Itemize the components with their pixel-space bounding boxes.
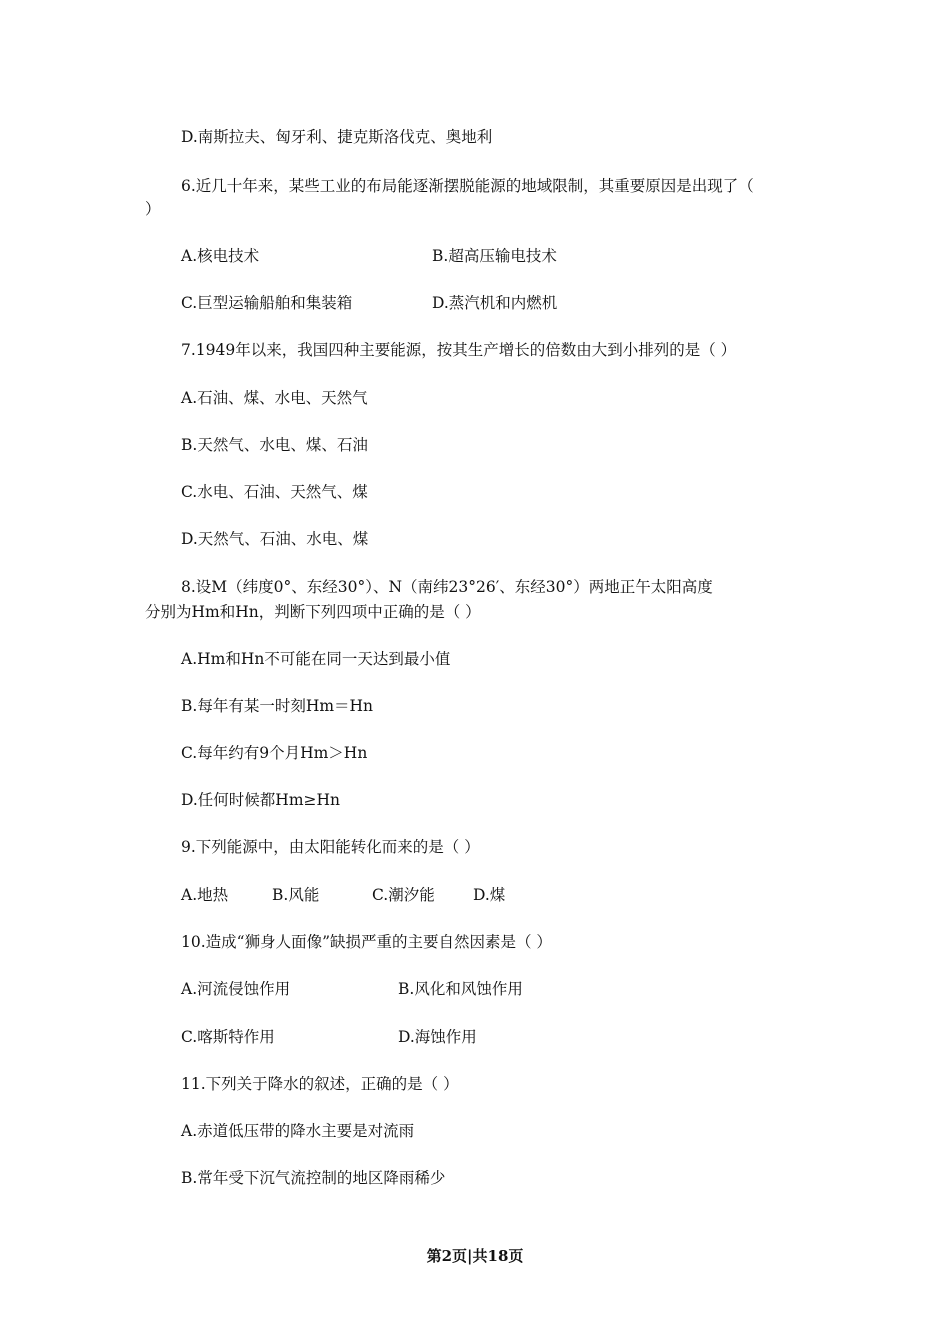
q7-option-a: A.石油、煤、水电、天然气 xyxy=(181,389,368,407)
q8-option-a: A.Hm和Hn不可能在同一天达到最小值 xyxy=(181,650,451,668)
q11-option-b: B.常年受下沉气流控制的地区降雨稀少 xyxy=(181,1169,446,1187)
q6-option-a: A.核电技术 xyxy=(181,247,260,265)
q9-option-c: C.潮汐能 xyxy=(372,886,435,904)
page-number-footer: 第2页|共18页 xyxy=(426,1247,524,1265)
q10-option-d: D.海蚀作用 xyxy=(398,1028,477,1046)
q8-option-c: C.每年约有9个月Hm＞Hn xyxy=(181,744,368,762)
q9-stem: 9.下列能源中，由太阳能转化而来的是（ ） xyxy=(181,838,480,856)
q7-stem: 7.1949年以来，我国四种主要能源，按其生产增长的倍数由大到小排列的是（ ） xyxy=(181,341,737,359)
q6-option-d: D.蒸汽机和内燃机 xyxy=(432,294,558,312)
q9-option-a: A.地热 xyxy=(181,886,229,904)
q10-option-b: B.风化和风蚀作用 xyxy=(398,980,523,998)
q7-option-b: B.天然气、水电、煤、石油 xyxy=(181,436,368,454)
q10-option-c: C.喀斯特作用 xyxy=(181,1028,275,1046)
q7-option-d: D.天然气、石油、水电、煤 xyxy=(181,530,369,548)
q6-option-c: C.巨型运输船舶和集装箱 xyxy=(181,294,353,312)
q6-stem-line-2: ） xyxy=(145,200,161,218)
q6-stem-line-1: 6.近几十年来，某些工业的布局能逐渐摆脱能源的地域限制，其重要原因是出现了（ xyxy=(181,177,754,195)
q10-stem: 10.造成“狮身人面像”缺损严重的主要自然因素是（ ） xyxy=(181,933,552,951)
q11-option-a: A.赤道低压带的降水主要是对流雨 xyxy=(181,1122,415,1140)
q11-stem: 11.下列关于降水的叙述，正确的是（ ） xyxy=(181,1075,459,1093)
q8-option-d: D.任何时候都Hm≥Hn xyxy=(181,791,341,809)
q9-option-d: D.煤 xyxy=(473,886,506,904)
q6-option-b: B.超高压输电技术 xyxy=(432,247,557,265)
q7-option-c: C.水电、石油、天然气、煤 xyxy=(181,483,368,501)
q8-option-b: B.每年有某一时刻Hm＝Hn xyxy=(181,697,374,715)
q10-option-a: A.河流侵蚀作用 xyxy=(181,980,291,998)
q5-option-d: D.南斯拉夫、匈牙利、捷克斯洛伐克、奥地利 xyxy=(181,128,493,146)
q8-stem-line-2: 分别为Hm和Hn，判断下列四项中正确的是（ ） xyxy=(145,603,481,621)
q9-option-b: B.风能 xyxy=(272,886,320,904)
q8-stem-line-1: 8.设M（纬度0°、东经30°）、N（南纬23°26′、东经30°）两地正午太阳高度 xyxy=(181,578,713,596)
